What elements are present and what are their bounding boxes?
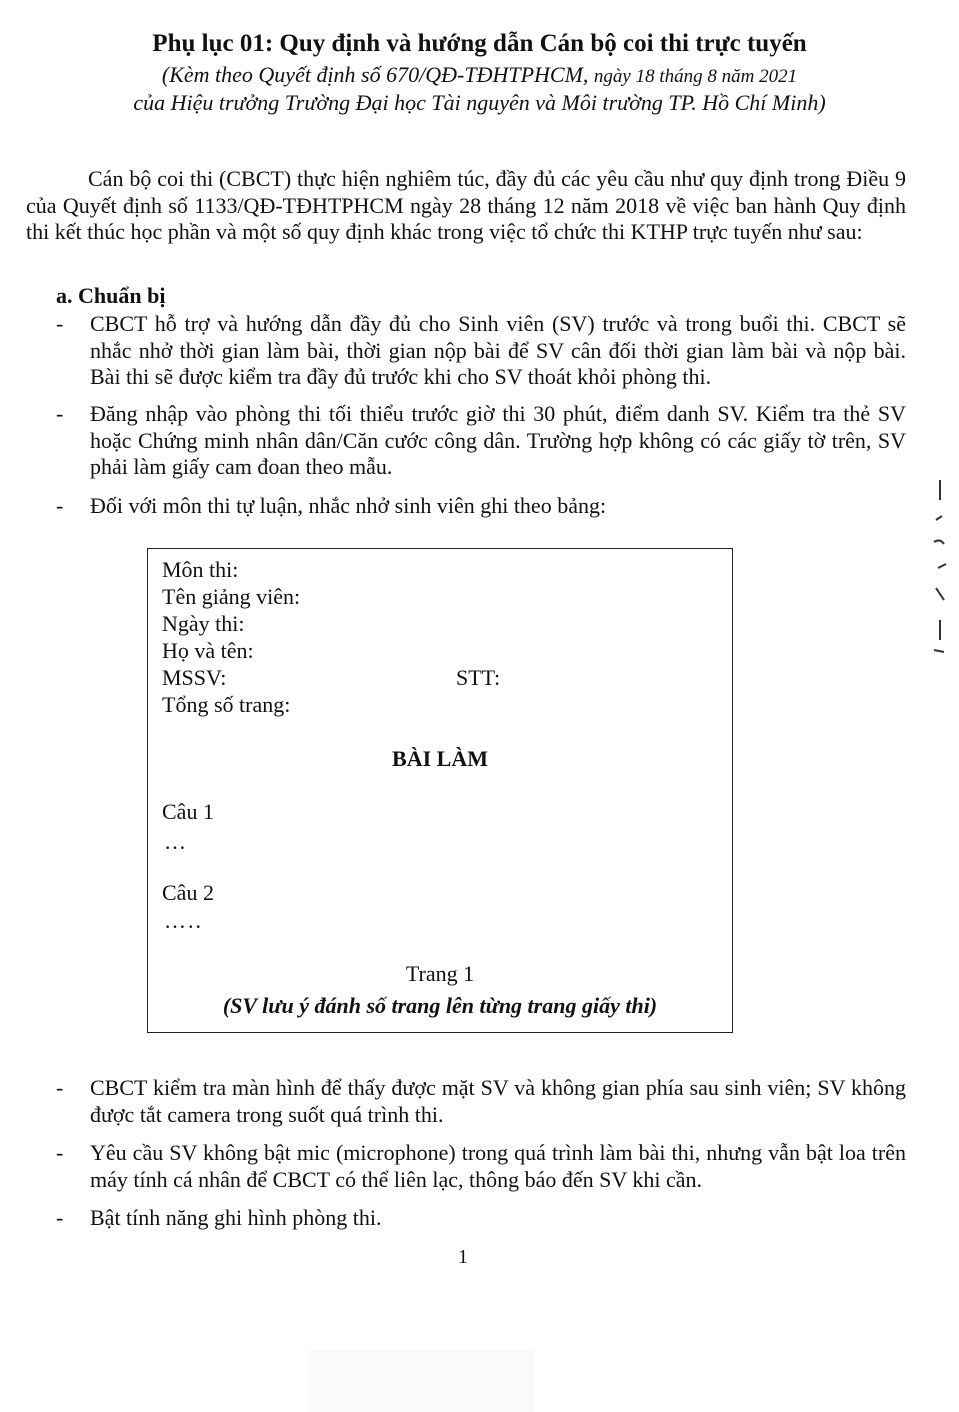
form-page-note: (SV lưu ý đánh số trang lên từng trang giấy thi) [222,993,658,1018]
form-date-label: Ngày thi: [162,611,245,636]
form-name-label: Họ và tên: [162,638,254,663]
form-question-2: Câu 2 [162,880,214,905]
bullet-item [56,311,906,391]
form-question-1: Câu 1 [162,799,214,824]
bullet-text: CBCT hỗ trợ và hướng dẫn đầy đủ cho Sinh viên (SV) trước và trong buổi thi. CBCT sẽ nhắc nhở thời gian làm bài, thời gian nộp bài để SV cân đối thời gian làm bài và nộp bài. Bài thi sẽ được kiểm tra đầy đủ trước khi cho SV thoát khỏi phòng thi. [90,311,906,389]
bullet-item [56,493,906,520]
form-page-label: Trang 1 [405,961,475,986]
bullet-item [56,401,906,481]
bullet-text: Đối với môn thi tự luận, nhắc nhở sinh viên ghi theo bảng: [90,493,607,518]
bullet-item [56,1140,906,1193]
form-lecturer-label: Tên giảng viên: [162,584,301,609]
form-subject-label: Môn thi: [162,557,239,582]
form-stt-label: STT: [456,665,501,690]
subtitle-line-2: của Hiệu trưởng Trường Đại học Tài nguyên và Môi trường TP. Hồ Chí Minh) [133,90,826,115]
section-a-heading: a. Chuẩn bị [56,283,166,308]
bullet-dash: - [56,493,64,518]
bullet-text: Đăng nhập vào phòng thi tối thiểu trước giờ thi 30 phút, điểm danh SV. Kiểm tra thẻ SV hoặc Chứng minh nhân dân/Căn cước công dân. Trường hợp không có các giấy tờ trên, SV phải làm giấy cam đoan theo mẫu. [90,401,906,479]
intro-text: Cán bộ coi thi (CBCT) thực hiện nghiêm túc, đầy đủ các yêu cầu như quy định trong Điều 9 của Quyết định số 1133/QĐ-TĐHTPHCM ngày 28 tháng 12 năm 2018 về việc ban hành Quy định thi kết thúc học phần và một số quy định khác trong việc tổ chức thi KTHP trực tuyến như sau: [26,166,906,244]
bullet-dash: - [56,1075,64,1100]
page-number: 1 [458,1246,468,1268]
exam-form-template [147,548,733,1033]
subtitle-date: ngày 18 tháng 8 năm 2021 [593,66,798,87]
intro-paragraph [26,166,906,246]
form-ellipsis-1: … [164,829,188,854]
bullet-text: Bật tính năng ghi hình phòng thi. [90,1205,382,1230]
subtitle-decision: (Kèm theo Quyết định số 670/QĐ-TĐHTPHCM, [161,62,589,87]
form-pages-label: Tổng số trang: [162,692,291,717]
bullet-item [56,1205,906,1232]
bullet-dash: - [56,401,64,426]
bullet-dash: - [56,1205,64,1230]
bullet-dash: - [56,1140,64,1165]
margin-handwriting-marks [926,480,956,660]
bullet-text: Yêu cầu SV không bật mic (microphone) trong quá trình làm bài thi, nhưng vẫn bật loa trên máy tính cá nhân để CBCT có thể liên lạc, thông báo đến SV khi cần. [90,1140,906,1192]
form-work-title: BÀI LÀM [392,746,488,771]
subtitle-line-1 [0,62,959,88]
bullet-item [56,1075,906,1128]
bullet-dash: - [56,311,64,336]
document-title: Phụ lục 01: Quy định và hướng dẫn Cán bộ coi thi trực tuyến [152,30,807,57]
bullet-text: CBCT kiểm tra màn hình để thấy được mặt SV và không gian phía sau sinh viên; SV không được tắt camera trong suốt quá trình thi. [90,1075,906,1127]
form-student-id-label: MSSV: [162,665,227,690]
faded-watermark-area [308,1350,533,1412]
form-ellipsis-2: ….. [164,908,203,933]
